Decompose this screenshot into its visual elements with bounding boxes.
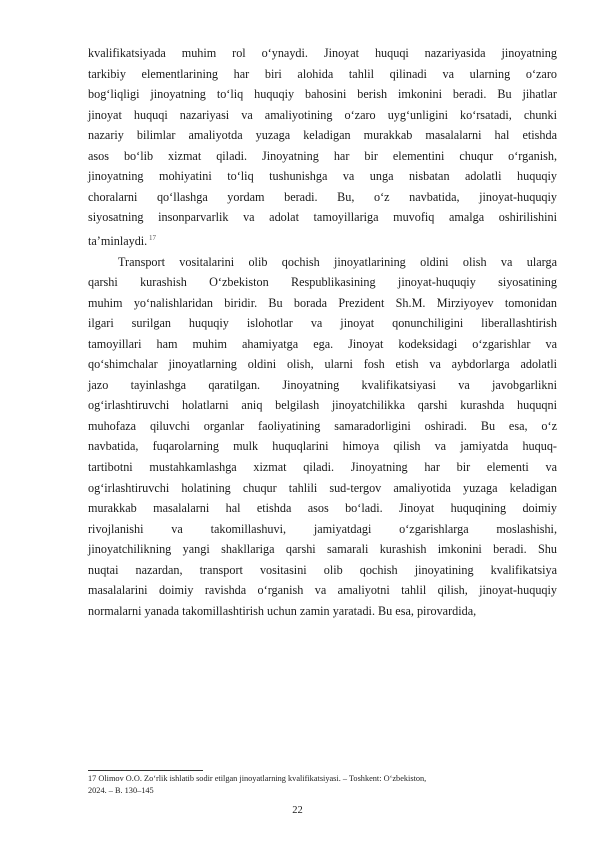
text-line: navbatida, fuqarolarning mulk huquqlarini himoya qilish va jamiyatda huquq- bbox=[88, 439, 557, 454]
paragraph-2 bbox=[88, 252, 557, 622]
page-body bbox=[88, 43, 557, 621]
text-line: siyosatning insonparvarlik va adolat tamoyillariga muvofiq amalga oshirilishini bbox=[88, 210, 557, 225]
text-line: Transport vositalarini olib qochish jinoyatlarining oldini olish va ularga bbox=[118, 254, 557, 269]
text-line: nuqtai nazardan, transport vositasini olib qochish jinoyatining kvalifikatsiya bbox=[88, 562, 557, 577]
text-line: tarkibiy elementlarining har biri alohida tahlil qilinadi va ularning o‘zaro bbox=[88, 66, 557, 81]
text-line: tamoyillari ham muhim ahamiyatga ega. Jinoyat kodeksidagi o‘zgarishlar va bbox=[88, 336, 557, 351]
page-number: 22 bbox=[292, 805, 303, 816]
footnote-rule bbox=[88, 770, 203, 771]
text-line: muhofaza qiluvchi organlar faoliyatining samaradorligini oshiradi. Bu esa, o‘z bbox=[88, 418, 557, 433]
text-line: masalalarini doimiy ravishda o‘rganish va amaliyotni tahlil qilish, jinoyat-huquqiy bbox=[88, 583, 557, 598]
text-line: bog‘liqligi jinoyatning to‘liq huquqiy bahosini berish imkonini beradi. Bu jihatlar bbox=[88, 87, 557, 102]
text-line: qarshi kurashish O‘zbekiston Respublikasining jinoyat-huquqiy siyosatining bbox=[88, 275, 557, 290]
footnote-line-2: 2024. – B. 130–145 bbox=[88, 785, 154, 795]
text-line: og‘irlashtiruvchi holatlarni aniq belgilash jinoyatchilikka qarshi kurashda huquqni bbox=[88, 398, 557, 413]
paragraph-1 bbox=[88, 43, 557, 252]
text-line: ilgari surilgan huquqiy islohotlar va jinoyat qonunchiligini liberallashtirish bbox=[88, 316, 557, 331]
text-line: qo‘shimchalar jinoyatlarning oldini olish, ularni fosh etish va aybdorlarga adolatli bbox=[88, 357, 557, 372]
text-line: og‘irlashtiruvchi holatining chuqur tahlili sud-tergov amaliyotida yuzaga keladigan bbox=[88, 480, 557, 495]
text-line: nazariy bilimlar amaliyotda yuzaga keladigan murakkab masalalarni hal etishda bbox=[88, 128, 557, 143]
text-line: tartibotni mustahkamlashga xizmat qiladi. Jinoyatning har bir elementi va bbox=[88, 460, 557, 474]
text-line: choralarni qo‘llashga yordam beradi. Bu, o‘z navbatida, jinoyat-huquqiy bbox=[88, 189, 557, 204]
text-line: jinoyat huquqi nazariyasi va amaliyotining o‘zaro uyg‘unligini ko‘rsatadi, chunki bbox=[88, 107, 557, 122]
footnote-line-1: 17 Olimov O.O. Zo‘rlik ishlatib sodir etilgan jinoyatlarning kvalifikatsiyasi. – Toshkent: O‘zbekiston, bbox=[88, 774, 427, 783]
text-line: jazo tayinlashga qaratilgan. Jinoyatning kvalifikatsiyasi va javobgarlikni bbox=[88, 377, 557, 392]
text-line: normalarni yanada takomillashtirish uchun zamin yaratadi. Bu esa, pirovardida, bbox=[88, 603, 477, 618]
text-line: ta’minlaydi. $^{17}$ bbox=[88, 233, 156, 248]
text-line: jinoyatchilikning yangi shakllariga qarshi samarali kurashish imkonini beradi. Shu bbox=[88, 542, 557, 557]
footnote bbox=[88, 773, 558, 796]
text-line: murakkab masalalarni hal etishda asos bo‘ladi. Jinoyat huquqining doimiy bbox=[88, 501, 557, 516]
text-line: kvalifikatsiyada muhim rol o‘ynaydi. Jinoyat huquqi nazariyasida jinoyatning bbox=[88, 46, 557, 60]
footnote-marker[interactable]: 17 bbox=[147, 233, 156, 242]
text-line: muhim yo‘nalishlaridan biridir. Bu borada Prezident Sh.M. Mirziyoyev tomonidan bbox=[88, 295, 557, 310]
text-line: jinoyatning mohiyatini to‘liq tushunishga va unga nisbatan adolatli huquqiy bbox=[88, 169, 557, 184]
text-line: rivojlanishi va takomillashuvi, jamiyatdagi o‘zgarishlarga moslashishi, bbox=[88, 521, 557, 536]
text-line: asos bo‘lib xizmat qiladi. Jinoyatning har bir elementini chuqur o‘rganish, bbox=[88, 148, 557, 163]
